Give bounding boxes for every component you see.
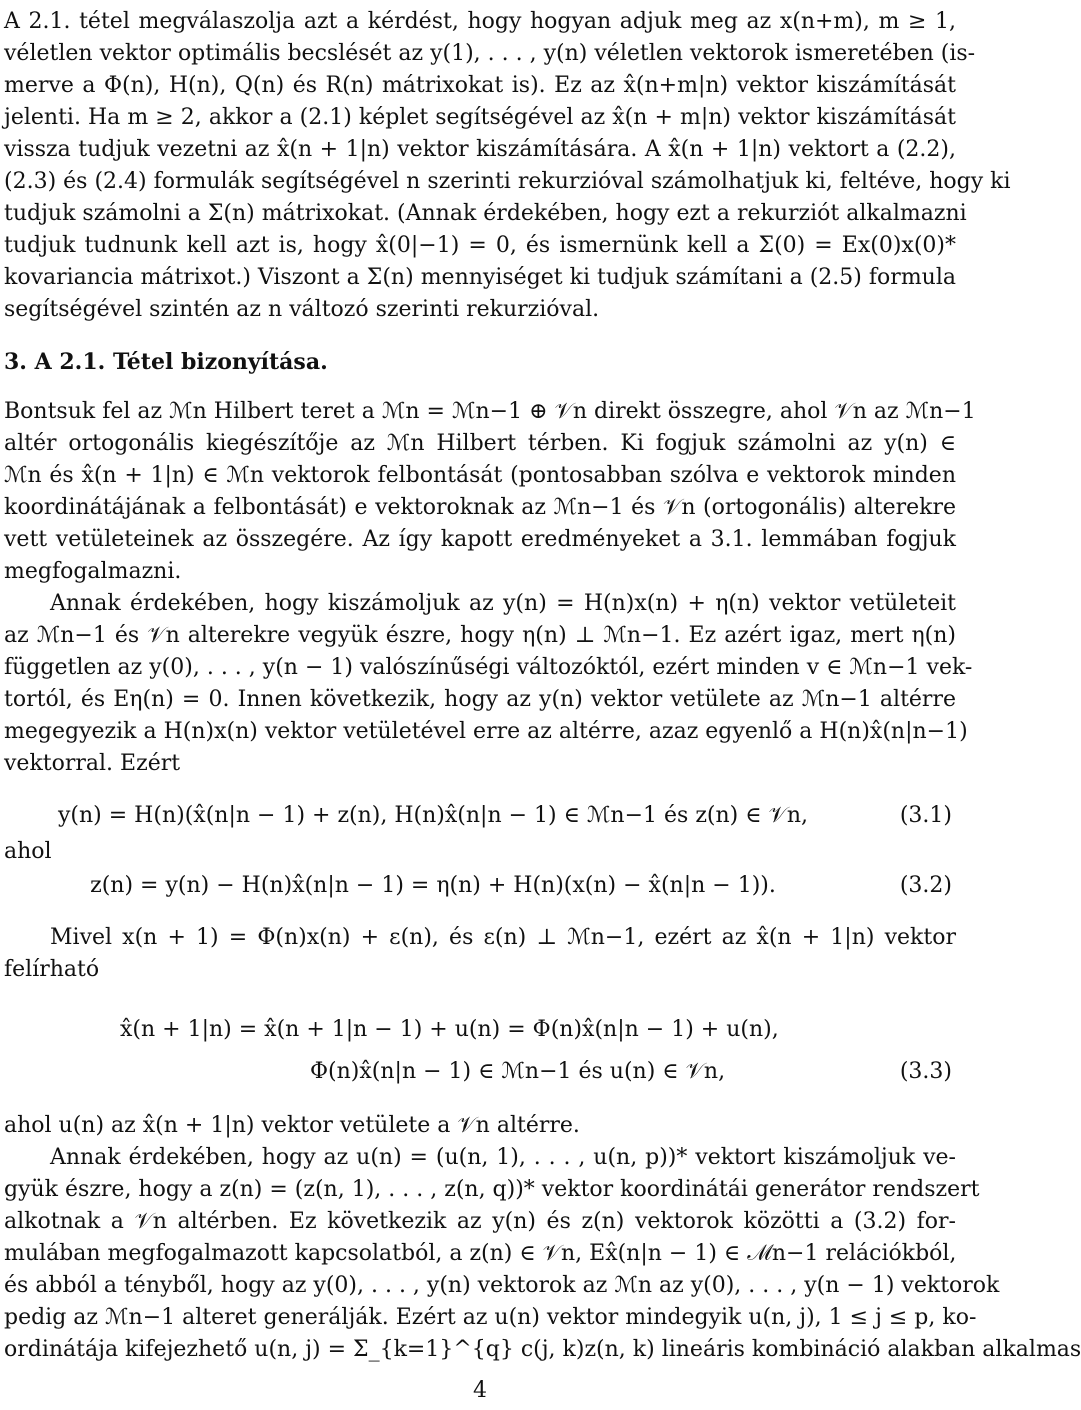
- text-line: pedig az ℳn−1 alteret generálják. Ezért az u(n) vektor mindegyik u(n, j), 1 ≤ j ≤ p, ko-: [4, 1305, 977, 1330]
- text-line: Annak érdekében, hogy kiszámoljuk az y(n) = H(n)x(n) + η(n) vektor vetületeit: [50, 591, 956, 616]
- text-line: megegyezik a H(n)x(n) vektor vetületével erre az altérre, azaz egyenlő a H(n)x̂(n|n−1): [4, 719, 968, 744]
- text-line: tudjuk tudnunk kell azt is, hogy x̂(0|−1) = 0, és ismernünk kell a Σ(0) = Ex(0)x(0)*: [4, 233, 956, 258]
- text-line: gyük észre, hogy a z(n) = (z(n, 1), . . . , z(n, q))* vektor koordinátái generátor rendszert: [4, 1177, 980, 1202]
- page-number: 4: [473, 1378, 487, 1403]
- text-line: ahol: [4, 839, 52, 864]
- text-line: ahol u(n) az x̂(n + 1|n) vektor vetülete a 𝒱n altérre.: [4, 1113, 580, 1138]
- text-line: megfogalmazni.: [4, 559, 182, 584]
- text-line: vektorral. Ezért: [4, 751, 181, 776]
- text-line: A 2.1. tétel megválaszolja azt a kérdést, hogy hogyan adjuk meg az x(n+m), m ≥ 1,: [4, 9, 956, 34]
- text-line: véletlen vektor optimális becslését az y(1), . . . , y(n) véletlen vektorok ismeretében (is-: [4, 41, 976, 66]
- equation-number: (3.2): [899, 873, 952, 898]
- section-heading: 3. A 2.1. Tétel bizonyítása.: [4, 349, 328, 375]
- equation-body: y(n) = H(n)(x̂(n|n − 1) + z(n), H(n)x̂(n|n − 1) ∈ ℳn−1 és z(n) ∈ 𝒱n,: [58, 803, 808, 828]
- text-line: mulában megfogalmazott kapcsolatból, a z(n) ∈ 𝒱n, Ex̂(n|n − 1) ∈ ℳn−1 relációkból,: [4, 1241, 957, 1266]
- text-line: jelenti. Ha m ≥ 2, akkor a (2.1) képlet segítségével az x̂(n + m|n) vektor kiszámítását: [4, 105, 956, 130]
- text-line: segítségével szintén az n változó szerinti rekurzióval.: [4, 297, 600, 322]
- text-line: tortól, és Eη(n) = 0. Innen következik, hogy az y(n) vektor vetülete az ℳn−1 altérre: [4, 687, 956, 712]
- equation-body: z(n) = y(n) − H(n)x̂(n|n − 1) = η(n) + H(n)(x(n) − x̂(n|n − 1)).: [90, 873, 776, 898]
- text-line: ℳn és x̂(n + 1|n) ∈ ℳn vektorok felbontását (pontosabban szólva e vektorok minden: [4, 463, 956, 488]
- text-line: független az y(0), . . . , y(n − 1) valószínűségi változóktól, ezért minden v ∈ ℳn−1 vek-: [4, 655, 973, 680]
- text-line: vett vetületeinek az összegére. Az így kapott eredményeket a 3.1. lemmában fogjuk: [4, 527, 956, 552]
- text-line: koordinátájának a felbontását) e vektoroknak az ℳn−1 és 𝒱n (ortogonális) alterekre: [4, 495, 956, 520]
- text-line: Annak érdekében, hogy az u(n) = (u(n, 1), . . . , u(n, p))* vektort kiszámoljuk ve-: [50, 1145, 956, 1170]
- text-line: kovariancia mátrixot.) Viszont a Σ(n) mennyiséget ki tudjuk számítani a (2.5) formula: [4, 265, 956, 290]
- equation-number: (3.1): [899, 803, 952, 828]
- text-line: és abból a tényből, hogy az y(0), . . . , y(n) vektorok az ℳn az y(0), . . . , y(n − 1) vektorok: [4, 1273, 1000, 1298]
- text-line: az ℳn−1 és 𝒱n alterekre vegyük észre, hogy η(n) ⊥ ℳn−1. Ez azért igaz, mert η(n): [4, 623, 956, 648]
- text-line: (2.3) és (2.4) formulák segítségével n szerinti rekurzióval számolhatjuk ki, feltéve, hogy ki: [4, 169, 1011, 194]
- equation-body: Φ(n)x̂(n|n − 1) ∈ ℳn−1 és u(n) ∈ 𝒱n,: [310, 1059, 726, 1084]
- equation-body: x̂(n + 1|n) = x̂(n + 1|n − 1) + u(n) = Φ(n)x̂(n|n − 1) + u(n),: [120, 1017, 779, 1042]
- text-line: Bontsuk fel az ℳn Hilbert teret a ℳn = ℳn−1 ⊕ 𝒱n direkt összegre, ahol 𝒱n az ℳn−1: [4, 399, 976, 424]
- equation-number: (3.3): [899, 1059, 952, 1084]
- text-line: ordinátája kifejezhető u(n, j) = Σ_{k=1}^{q} c(j, k)z(n, k) lineáris kombináció alakban alkalmas: [4, 1337, 1081, 1362]
- text-line: tudjuk számolni a Σ(n) mátrixokat. (Annak érdekében, hogy ezt a rekurziót alkalmazni: [4, 201, 967, 226]
- text-line: vissza tudjuk vezetni az x̂(n + 1|n) vektor kiszámítására. A x̂(n + 1|n) vektort a (2.2),: [4, 137, 956, 162]
- text-line: felírható: [4, 957, 100, 982]
- text-line: altér ortogonális kiegészítője az ℳn Hilbert térben. Ki fogjuk számolni az y(n) ∈: [4, 431, 956, 456]
- text-line: Mivel x(n + 1) = Φ(n)x(n) + ε(n), és ε(n) ⊥ ℳn−1, ezért az x̂(n + 1|n) vektor: [50, 925, 956, 950]
- text-line: merve a Φ(n), H(n), Q(n) és R(n) mátrixokat is). Ez az x̂(n+m|n) vektor kiszámítását: [4, 73, 956, 98]
- text-line: alkotnak a 𝒱n altérben. Ez következik az y(n) és z(n) vektorok közötti a (3.2) for-: [4, 1209, 956, 1234]
